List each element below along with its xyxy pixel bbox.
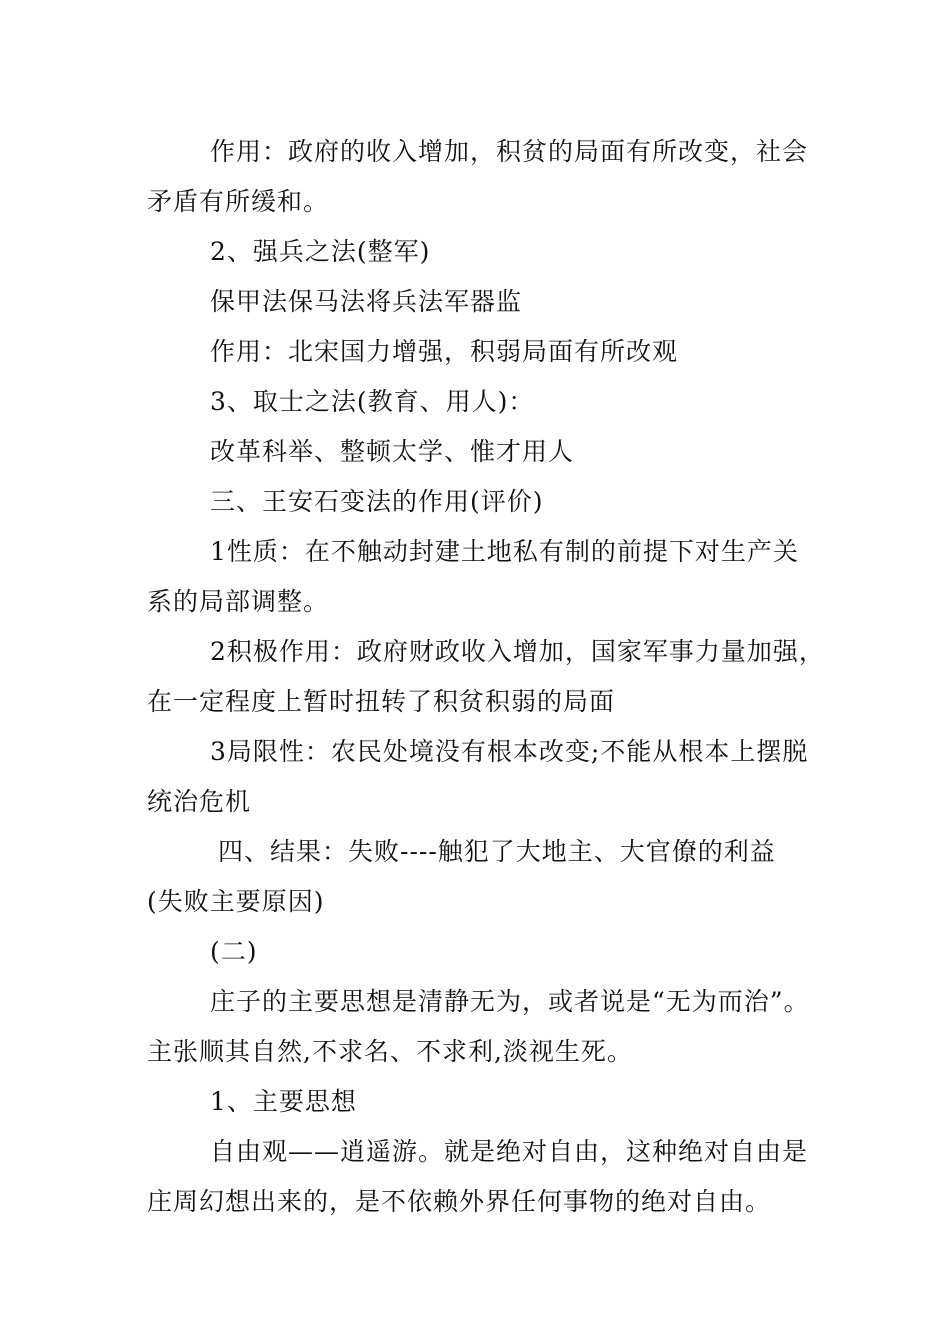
section-heading: (二): [210, 937, 258, 966]
paragraph-line: 改革科举、整顿太学、惟才用人: [210, 437, 575, 466]
section-heading: 2、强兵之法(整军): [210, 237, 431, 266]
paragraph-line: 统治危机: [147, 787, 252, 816]
paragraph-line: 3局限性：农民处境没有根本改变;不能从根本上摆脱: [210, 737, 809, 766]
paragraph-line: 矛盾有所缓和。: [147, 187, 330, 216]
section-heading: 3、取士之法(教育、用人)：: [210, 387, 535, 416]
paragraph-line: 主张顺其自然,不求名、不求利,淡视生死。: [147, 1037, 633, 1066]
section-heading: 三、王安石变法的作用(评价): [210, 487, 544, 516]
paragraph-line: 1性质：在不触动封建土地私有制的前提下对生产关: [210, 537, 799, 566]
section-heading: 四、结果：失败----触犯了大地主、大官僚的利益: [218, 837, 776, 866]
paragraph-line: 系的局部调整。: [147, 587, 330, 616]
paragraph-line: 庄子的主要思想是清静无为，或者说是“无为而治”。: [210, 987, 810, 1016]
paragraph-line: 保甲法保马法将兵法军器监: [210, 287, 523, 316]
paragraph-line: 作用：政府的收入增加，积贫的局面有所改变，社会: [210, 137, 809, 166]
paragraph-line: 2积极作用：政府财政收入增加，国家军事力量加强，: [210, 637, 825, 666]
paragraph-line: (失败主要原因): [147, 887, 325, 916]
paragraph-line: 作用：北宋国力增强，积弱局面有所改观: [210, 337, 679, 366]
paragraph-line: 在一定程度上暂时扭转了积贫积弱的局面: [147, 687, 616, 716]
paragraph-line: 庄周幻想出来的，是不依赖外界任何事物的绝对自由。: [147, 1187, 772, 1216]
paragraph-line: 自由观——逍遥游。就是绝对自由，这种绝对自由是: [210, 1137, 809, 1166]
section-heading: 1、主要思想: [210, 1087, 357, 1116]
